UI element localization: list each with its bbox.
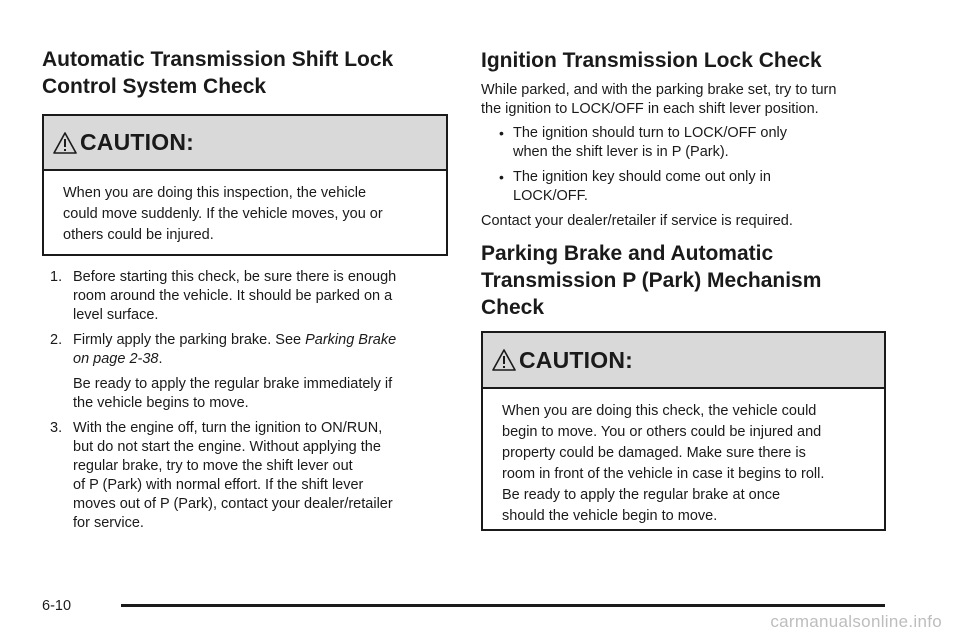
step-line: With the engine off, turn the ignition to ON/RUN, xyxy=(73,420,383,436)
punctuation: . xyxy=(158,351,163,367)
section-heading-park-mechanism xyxy=(481,240,886,321)
check-steps-list xyxy=(50,268,448,539)
step-number: 3. xyxy=(50,420,63,436)
step-item-3 xyxy=(50,419,448,533)
watermark: carmanualsonline.info xyxy=(770,612,942,631)
caution-line: could move suddenly. If the vehicle moves, you or xyxy=(63,206,383,222)
step-line: regular brake, try to move the shift lever out xyxy=(73,458,353,474)
bullet-line: The ignition should turn to LOCK/OFF only xyxy=(513,125,788,141)
caution-line: property could be damaged. Make sure there is xyxy=(502,445,806,461)
ignition-intro-paragraph xyxy=(481,81,886,119)
step-line: Before starting this check, be sure there is enough xyxy=(73,269,397,285)
section-heading-shift-lock: Automatic Transmission Shift Lock Control System Check xyxy=(42,48,394,98)
section-heading-ignition-lock: Ignition Transmission Lock Check xyxy=(481,49,822,72)
caution-line: should the vehicle begin to move. xyxy=(502,508,718,524)
bullet-item xyxy=(499,168,886,206)
step-text xyxy=(73,331,448,413)
bullet-line: when the shift lever is in P (Park). xyxy=(513,144,729,160)
ignition-contact-paragraph: Contact your dealer/retailer if service is required. xyxy=(481,213,793,229)
footer-divider xyxy=(121,604,885,607)
parking-brake-reference-link[interactable]: Parking Brake xyxy=(305,332,397,348)
bullet-dot-icon: • xyxy=(499,169,504,185)
step-number: 1. xyxy=(50,269,63,285)
step-item-1 xyxy=(50,268,448,325)
caution-label: CAUTION: xyxy=(80,129,195,155)
caution-line: others could be injured. xyxy=(63,227,214,243)
step-line: level surface. xyxy=(73,307,159,323)
step-line: but do not start the engine. Without applying the xyxy=(73,439,381,455)
paragraph-line: the ignition to LOCK/OFF in each shift lever position. xyxy=(481,101,819,117)
bullet-item xyxy=(499,124,886,162)
bullet-line: The ignition key should come out only in xyxy=(513,169,771,185)
step-line: Be ready to apply the regular brake immediately if xyxy=(73,376,393,392)
step-text xyxy=(73,419,448,533)
caution-line: begin to move. You or others could be injured and xyxy=(502,424,822,440)
heading-line: Parking Brake and Automatic xyxy=(481,242,774,265)
step-item-2 xyxy=(50,331,448,413)
step-text xyxy=(73,268,448,325)
step-line: Firmly apply the parking brake. See xyxy=(73,332,306,348)
caution-text xyxy=(483,389,884,527)
caution-line: When you are doing this check, the vehicle could xyxy=(502,403,817,419)
caution-header xyxy=(483,333,884,389)
paragraph-line: While parked, and with the parking brake set, try to turn xyxy=(481,82,837,98)
heading-line: Check xyxy=(481,296,545,319)
heading-line: Transmission P (Park) Mechanism xyxy=(481,269,822,292)
caution-line: room in front of the vehicle in case it begins to roll. xyxy=(502,466,825,482)
bullet-line: LOCK/OFF. xyxy=(513,188,588,204)
warning-triangle-icon xyxy=(53,131,77,155)
caution-box-shift-lock xyxy=(42,114,448,256)
caution-label: CAUTION: xyxy=(519,346,634,373)
step-line: the vehicle begins to move. xyxy=(73,395,249,411)
step-line: for service. xyxy=(73,515,144,531)
caution-line: Be ready to apply the regular brake at once xyxy=(502,487,781,503)
page-reference-link[interactable]: on page 2-38 xyxy=(73,351,159,367)
step-line: room around the vehicle. It should be parked on a xyxy=(73,288,393,304)
caution-box-park-mechanism xyxy=(481,331,886,531)
step-number: 2. xyxy=(50,332,63,348)
page-number: 6-10 xyxy=(42,598,72,614)
caution-header xyxy=(44,116,446,171)
step-line: of P (Park) with normal effort. If the shift lever xyxy=(73,477,364,493)
caution-text xyxy=(44,171,446,246)
bullet-dot-icon: • xyxy=(499,125,504,141)
caution-line: When you are doing this inspection, the vehicle xyxy=(63,185,367,201)
ignition-bullet-list xyxy=(499,124,886,212)
step-line: moves out of P (Park), contact your dealer/retailer xyxy=(73,496,393,512)
warning-triangle-icon xyxy=(492,348,516,372)
